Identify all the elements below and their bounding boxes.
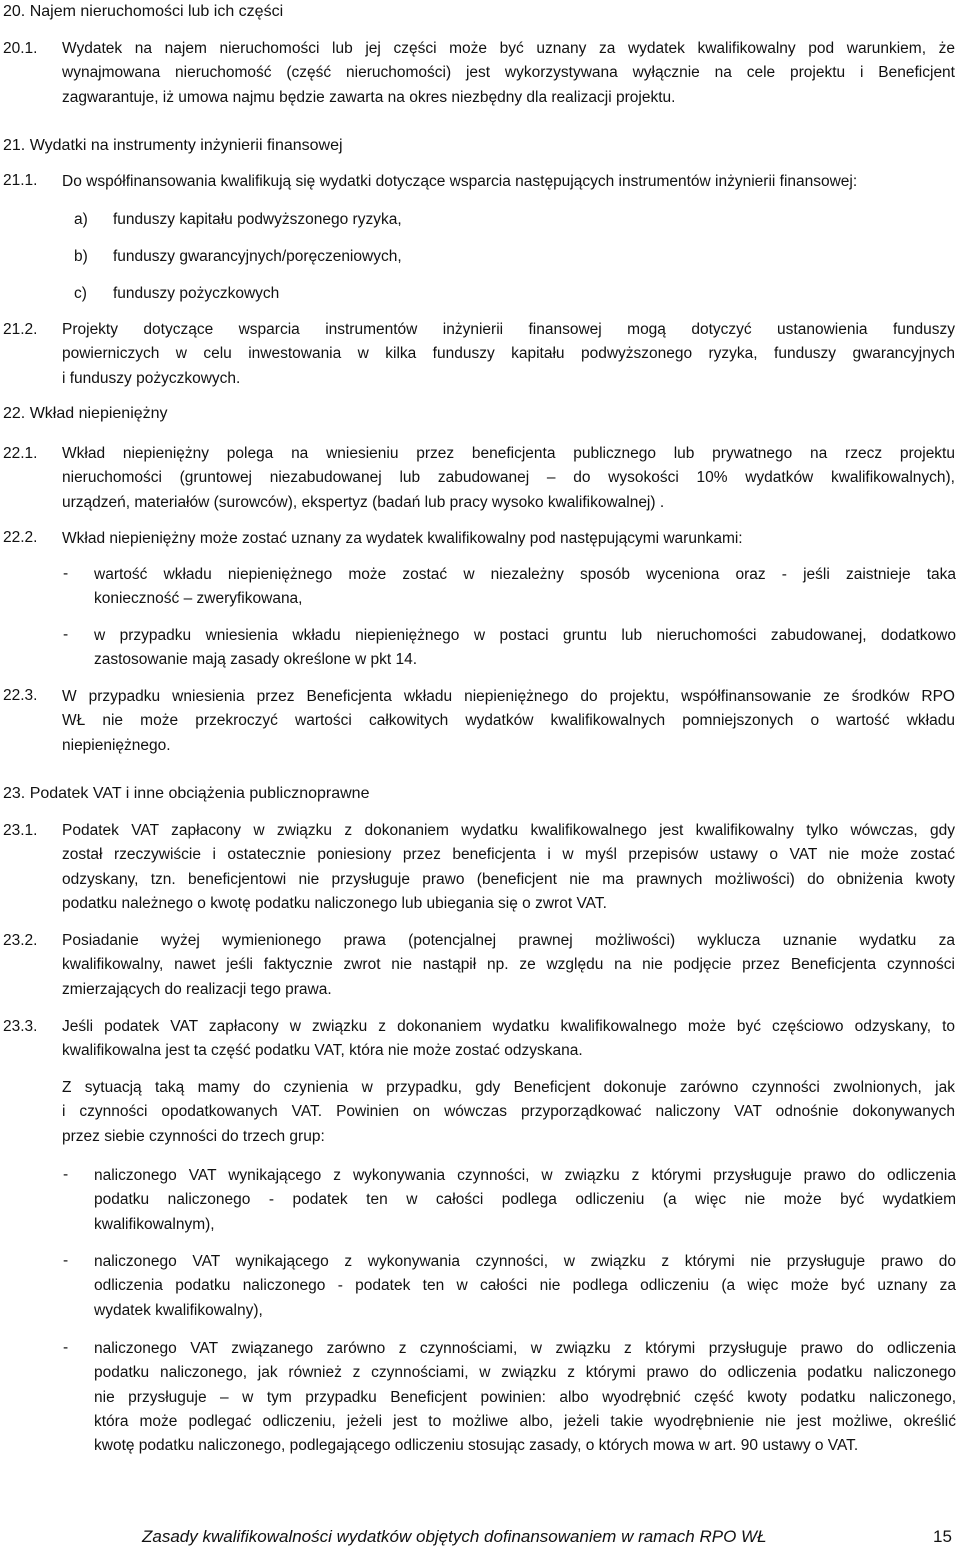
paragraph-number-22-3: 22.3. — [3, 687, 38, 704]
paragraph-23-2 — [62, 929, 955, 1002]
list-item: funduszy kapitału podwyższonego ryzyka, — [113, 211, 402, 228]
text-line: WŁ nie może przekroczyć wartości całkowitych wydatków kwalifikowalnych pomniejszonych o wartość wkładu — [62, 712, 955, 730]
list-marker: b) — [74, 248, 88, 265]
text-line: naliczonego VAT związanego zarówno z czynnościami, w związku z którymi przysługuje prawo do odliczenia — [94, 1340, 956, 1357]
bullet-dash: - — [63, 1339, 69, 1356]
text-line: podatku naliczonego, jak również z czynnościami, w związku z którymi prawo do odliczenia podatku naliczonego — [94, 1364, 956, 1382]
text-line: zmierzających do realizacji tego prawa. — [62, 980, 332, 998]
paragraph-22-2 — [62, 527, 955, 551]
text-line: został rzeczywiście i ostatecznie poniesiony przez beneficjenta i w myśl przepisów ustawy o VAT nie może zostać — [62, 846, 955, 864]
bullet-dash: - — [63, 1252, 69, 1269]
paragraph-number-21-1: 21.1. — [3, 172, 38, 189]
bullet-item — [94, 1164, 956, 1237]
section-heading-23: 23. Podatek VAT i inne obciążenia publicznoprawne — [3, 785, 370, 802]
bullet-dash: - — [63, 565, 69, 582]
paragraph-22-1 — [62, 442, 955, 515]
paragraph-number-23-1: 23.1. — [3, 822, 38, 839]
text-line: nieruchomości (gruntowej niezabudowanej lub zabudowanej – do wysokości 10% wydatków kwalifikowalnych), — [62, 469, 955, 487]
text-line: Do współfinansowania kwalifikują się wydatki dotyczące wsparcia następujących instrumentów inżynierii finansowej: — [62, 173, 858, 190]
list-item: funduszy gwarancyjnych/poręczeniowych, — [113, 248, 402, 265]
paragraph-number-20-1: 20.1. — [3, 40, 38, 57]
text-line: i funduszy pożyczkowych. — [62, 369, 241, 387]
text-line: urządzeń, materiałów (surowców), ekspertyz (badań lub pracy wysoko kwalifikowalnej) . — [62, 493, 665, 511]
text-line: przez siebie czynności do trzech grup: — [62, 1127, 325, 1145]
text-line: kwalifikowalnym), — [94, 1215, 215, 1233]
section-heading-22: 22. Wkład niepieniężny — [3, 405, 168, 422]
paragraph-number-22-1: 22.1. — [3, 445, 38, 462]
list-item: funduszy pożyczkowych — [113, 285, 280, 302]
text-line: W przypadku wniesienia przez Beneficjenta wkładu niepieniężnego do projektu, współfinansowanie ze środków RPO — [62, 688, 955, 705]
paragraph-20-1 — [62, 37, 955, 110]
text-line: podatku naliczonego - podatek ten w całości podlega odliczeniu (a więc nie może być wydatkiem — [94, 1191, 956, 1209]
text-line: Posiadanie wyżej wymienionego prawa (potencjalnej prawnej możliwości) wyklucza uznanie wydatku za — [62, 932, 955, 949]
list-marker: a) — [74, 211, 88, 228]
bullet-dash: - — [63, 1166, 69, 1183]
text-line: w przypadku wniesienia wkładu niepieniężnego w postaci gruntu lub nieruchomości zabudowanej, dodatkowo — [94, 627, 956, 644]
text-line: odzyskany, tzn. beneficjentowi nie przysługuje prawo (beneficjent nie ma prawnych możliwości) do obniżenia kwoty — [62, 870, 955, 888]
text-line: zagwarantuje, iż umowa najmu będzie zawarta na okres niezbędny dla realizacji projektu. — [62, 88, 676, 106]
section-heading-20: 20. Najem nieruchomości lub ich części — [3, 3, 284, 20]
text-line: wartość wkładu niepieniężnego może zostać w niezależny sposób wyceniona oraz - jeśli zaistnieje taka — [94, 566, 956, 583]
text-line: podatku należnego o kwotę podatku naliczonego lub ubiegania się o zwrot VAT. — [62, 894, 607, 912]
text-line: Projekty dotyczące wsparcia instrumentów inżynierii finansowej mogą dotyczyć ustanowienia funduszy — [62, 321, 955, 338]
text-line: Wydatek na najem nieruchomości lub jej części może być uznany za wydatek kwalifikowalny pod warunkiem, że — [62, 40, 955, 57]
text-line: Wkład niepieniężny polega na wniesieniu przez beneficjenta publicznego lub prywatnego na rzecz projektu — [62, 445, 955, 462]
bullet-item — [94, 624, 956, 673]
text-line: nie przysługuje – w tym przypadku Beneficjent powinien: albo wyodrębnić część kwoty podatku naliczonego, — [94, 1388, 956, 1406]
paragraph-23-3-explanation — [62, 1076, 955, 1149]
paragraph-number-23-3: 23.3. — [3, 1018, 38, 1035]
paragraph-21-1 — [62, 170, 955, 194]
list-marker: c) — [74, 285, 87, 302]
text-line: kwalifikowalny, nawet jeśli faktycznie zwrot nie nastąpił np. ze względu na nie podjęcie przez Beneficjenta czynności — [62, 956, 955, 974]
text-line: Jeśli podatek VAT zapłacony w związku z dokonaniem wydatku kwalifikowalnego może być częściowo odzyskany, to — [62, 1018, 955, 1035]
paragraph-number-23-2: 23.2. — [3, 932, 38, 949]
text-line: wydatek kwalifikowalny), — [94, 1301, 263, 1319]
page-number: 15 — [933, 1527, 952, 1546]
paragraph-number-22-2: 22.2. — [3, 529, 38, 546]
paragraph-22-3 — [62, 685, 955, 758]
section-heading-21: 21. Wydatki na instrumenty inżynierii finansowej — [3, 137, 343, 154]
text-line: konieczność – zweryfikowana, — [94, 590, 303, 608]
text-line: naliczonego VAT wynikającego z wykonywania czynności, w związku z którymi przysługuje prawo do odliczenia — [94, 1167, 956, 1184]
text-line: odliczenia podatku naliczonego - podatek ten w całości nie podlega odliczeniu (a więc może być uznany za — [94, 1277, 956, 1295]
page-footer: Zasady kwalifikowalności wydatków objętych dofinansowaniem w ramach RPO WŁ — [142, 1527, 767, 1546]
bullet-item — [94, 563, 956, 612]
text-line: kwotę podatku naliczonego, podlegającego odliczeniu stosując zasady, o których mowa w art. 90 ustawy o VAT. — [94, 1437, 859, 1455]
bullet-item — [94, 1250, 956, 1323]
paragraph-23-3 — [62, 1015, 955, 1064]
text-line: zastosowanie mają zasady określone w pkt 14. — [94, 651, 418, 669]
text-line: naliczonego VAT wynikającego z wykonywania czynności, w związku z którymi nie przysługuje prawo do — [94, 1253, 956, 1270]
text-line: Wkład niepieniężny może zostać uznany za wydatek kwalifikowalny pod następującymi warunkami: — [62, 530, 743, 547]
paragraph-number-21-2: 21.2. — [3, 321, 38, 338]
text-line: która może podlegać odliczeniu, jeżeli jest to możliwe albo, jeżeli takie wyodrębnienie nie jest możliwe, określić — [94, 1412, 956, 1430]
text-line: Podatek VAT zapłacony w związku z dokonaniem wydatku kwalifikowalnego jest kwalifikowalny tylko wówczas, gdy — [62, 822, 955, 839]
bullet-item — [94, 1337, 956, 1458]
text-line: niepieniężnego. — [62, 736, 171, 754]
text-line: i czynności opodatkowanych VAT. Powinien on wówczas przyporządkować naliczony VAT odnośnie dokonywanych — [62, 1103, 955, 1121]
paragraph-21-2 — [62, 318, 955, 391]
paragraph-23-1 — [62, 819, 955, 916]
bullet-dash: - — [63, 626, 69, 643]
text-line: kwalifikowalna jest ta część podatku VAT, która nie może zostać odzyskana. — [62, 1042, 583, 1060]
text-line: wynajmowana nieruchomość (część nieruchomości) jest wykorzystywana wyłącznie na cele projektu i Beneficjent — [62, 64, 955, 82]
text-line: powierniczych w celu inwestowania w kilka funduszy kapitału podwyższonego ryzyka, funduszy gwarancyjnych — [62, 345, 955, 363]
text-line: Z sytuacją taką mamy do czynienia w przypadku, gdy Beneficjent dokonuje zarówno czynności zwolnionych, jak — [62, 1079, 955, 1096]
